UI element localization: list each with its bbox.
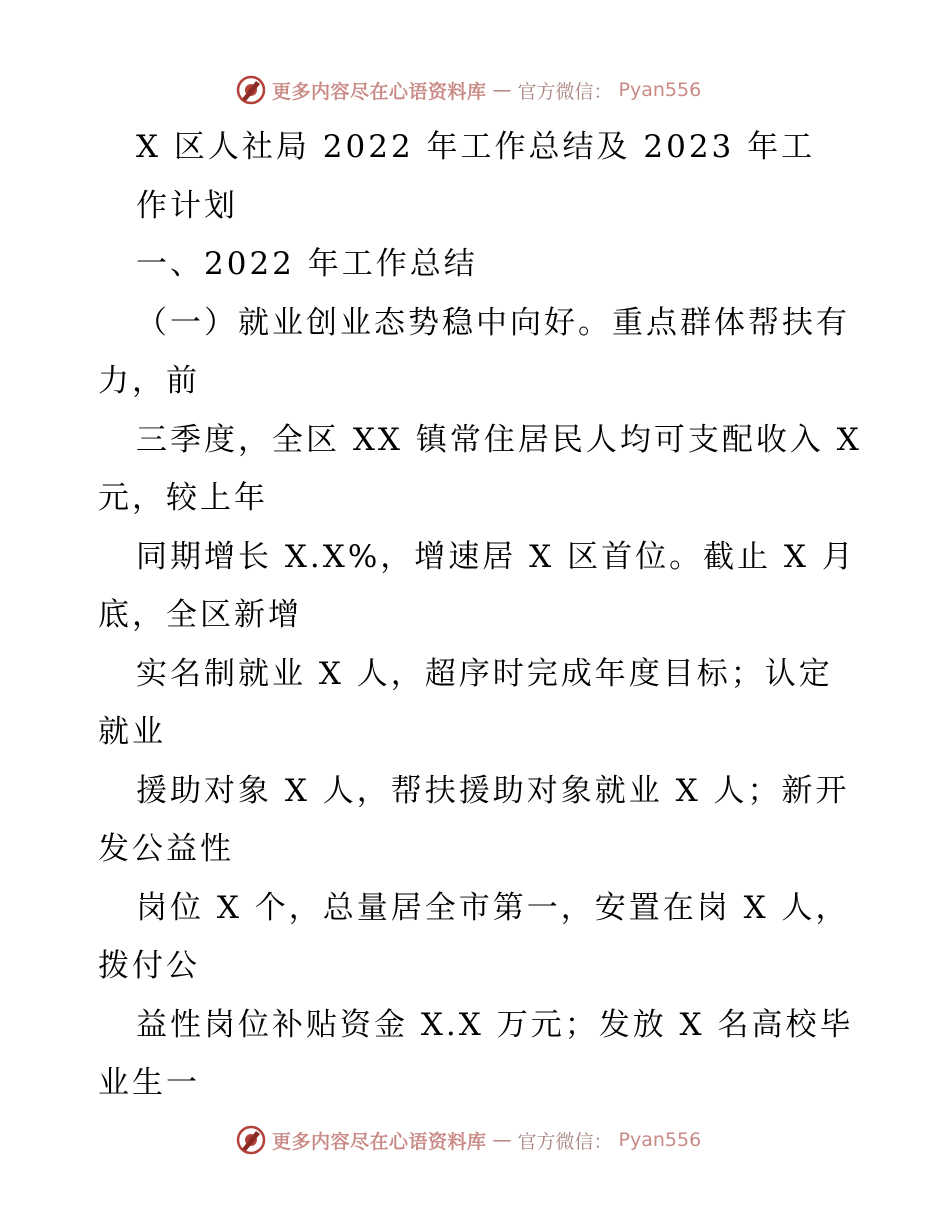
document-title-line-2: 作计划 [136, 188, 238, 224]
paragraph-line: 同期增长 X.X%，增速居 X 区首位。截止 X 月 [136, 539, 856, 575]
paragraph-line: 实名制就业 X 人，超序时完成年度目标；认定 [136, 656, 833, 692]
watermark-text: 更多内容尽在心语资料库 [272, 1130, 487, 1153]
watermark-text: 更多内容尽在心语资料库 [272, 80, 487, 103]
paragraph-line: 拨付公 [98, 948, 200, 984]
watermark-separator: — [492, 79, 512, 101]
paragraph-line: 援助对象 X 人，帮扶援助对象就业 X 人；新开 [136, 773, 850, 809]
watermark-wechat-id: Pyan556 [618, 1129, 702, 1151]
section-heading: 一、2022 年工作总结 [136, 246, 478, 282]
header-watermark [236, 72, 701, 108]
paragraph-line: 岗位 X 个，总量居全市第一，安置在岗 X 人， [136, 890, 850, 926]
quill-logo-icon [236, 75, 266, 105]
watermark-wechat-id: Pyan556 [618, 79, 702, 101]
footer-watermark [236, 1122, 701, 1158]
quill-logo-icon [236, 1125, 266, 1155]
paragraph-line: 元，较上年 [98, 480, 268, 516]
paragraph-line: 就业 [98, 714, 166, 750]
paragraph-line: 发公益性 [98, 831, 234, 867]
paragraph-line: 益性岗位补贴资金 X.X 万元；发放 X 名高校毕 [136, 1007, 854, 1043]
paragraph-line: （一）就业创业态势稳中向好。重点群体帮扶有 [136, 305, 850, 341]
watermark-wechat-label: 官方微信： [517, 1130, 613, 1153]
paragraph-line: 力，前 [98, 363, 200, 399]
watermark-separator: — [492, 1129, 512, 1151]
paragraph-line: 业生一 [98, 1065, 200, 1101]
watermark-wechat-label: 官方微信： [517, 80, 613, 103]
paragraph-line: 三季度，全区 XX 镇常住居民人均可支配收入 X [136, 422, 862, 458]
document-title-line-1: X 区人社局 2022 年工作总结及 2023 年工 [136, 129, 816, 165]
paragraph-line: 底，全区新增 [98, 597, 302, 633]
